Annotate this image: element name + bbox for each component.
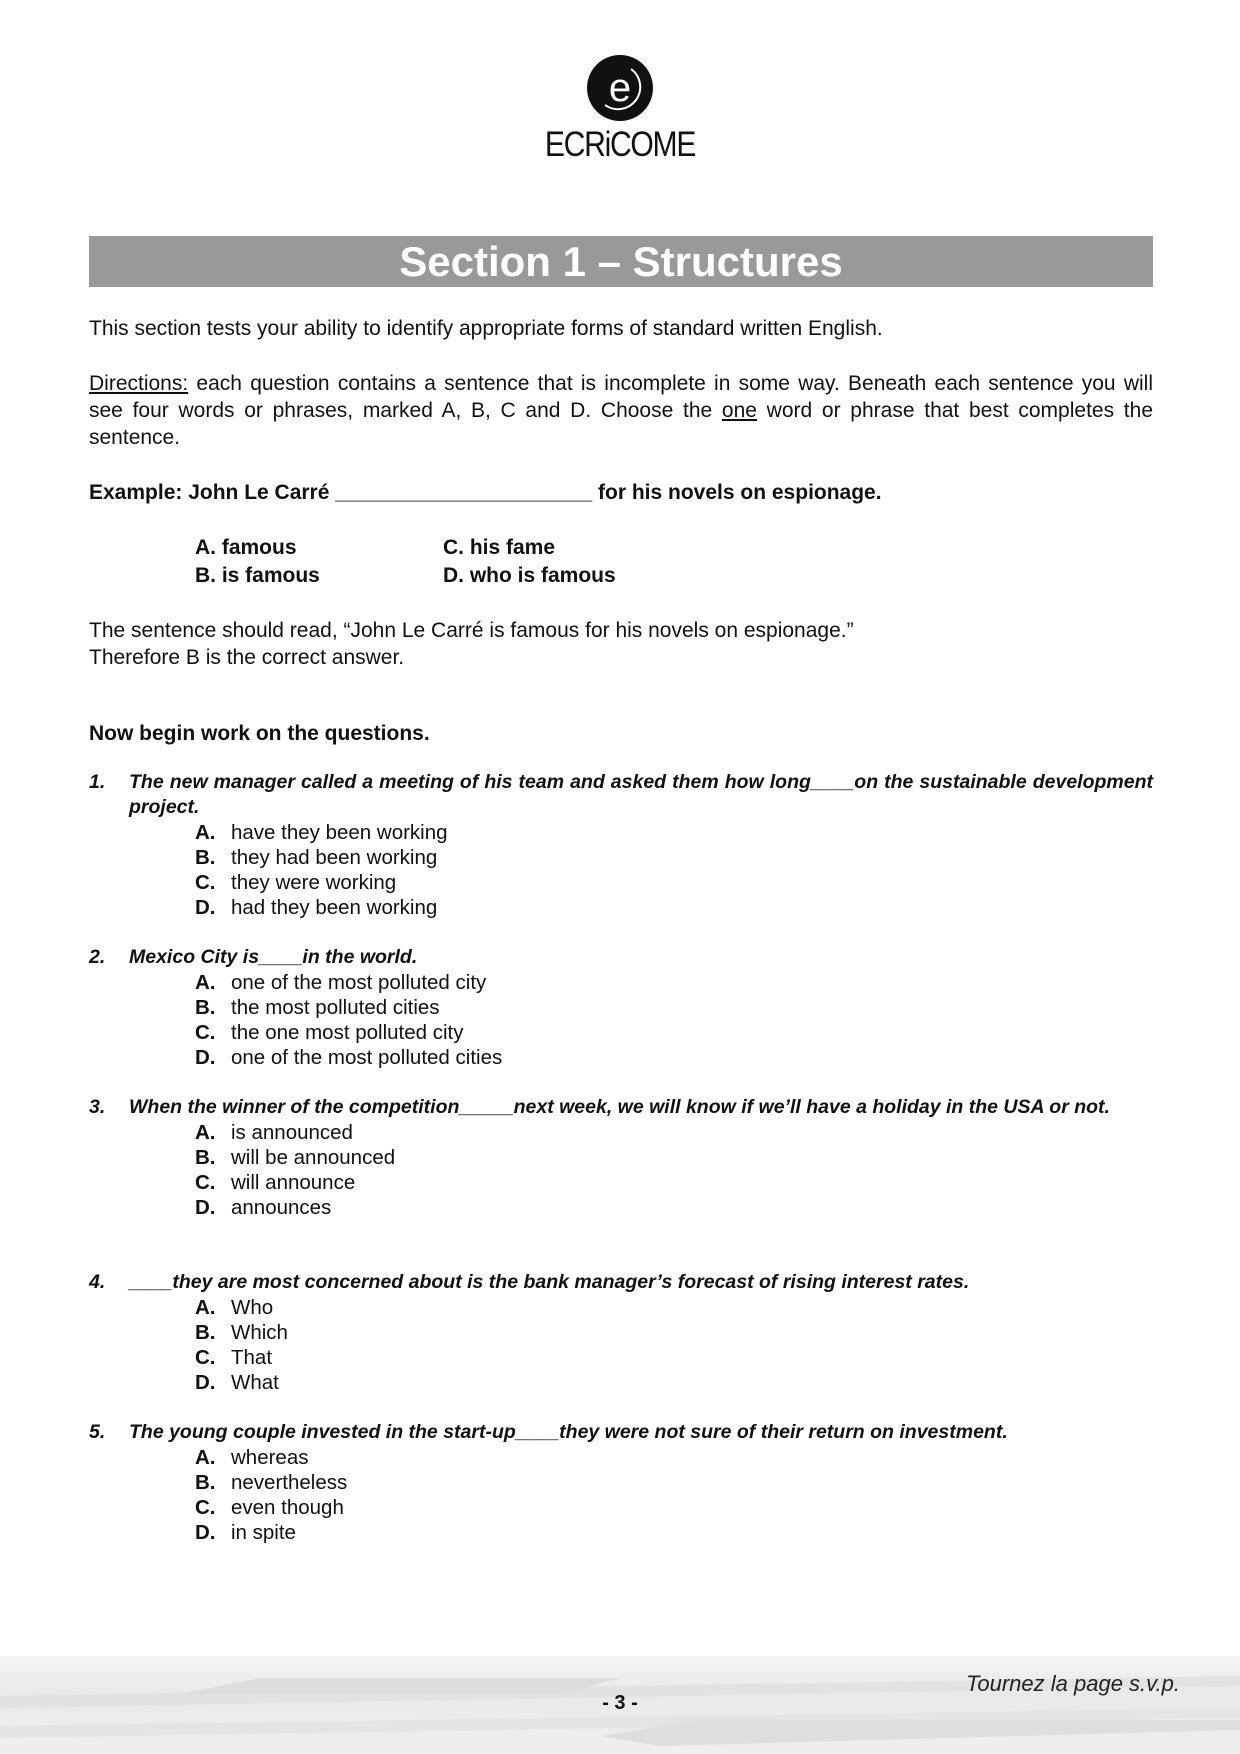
choice-item — [195, 1445, 1153, 1470]
choice-text: one of the most polluted cities — [231, 1046, 503, 1069]
directions-label: Directions: — [89, 372, 189, 395]
choice-item — [195, 1320, 1153, 1345]
choice-text: whereas — [231, 1446, 309, 1469]
choice-letter: B. — [195, 1471, 216, 1494]
choice-item — [195, 845, 1153, 870]
question-number: 2. — [89, 946, 106, 968]
choice-item — [195, 1520, 1153, 1545]
choice-letter: C. — [195, 1021, 216, 1044]
question-4 — [89, 1270, 1153, 1395]
question-choices — [195, 1295, 1153, 1395]
question-1 — [89, 770, 1153, 920]
choice-item — [195, 1345, 1153, 1370]
question-text: Mexico City is____in the world. — [129, 946, 418, 968]
question-number: 3. — [89, 1096, 106, 1118]
choice-text: one of the most polluted city — [231, 971, 487, 994]
directions-text-after: word or phrase that best completes the sentence. — [89, 399, 1154, 449]
choice-text: have they been working — [231, 821, 448, 844]
page-number: - 3 - — [602, 1692, 638, 1714]
choice-item — [195, 970, 1153, 995]
choice-text: even though — [231, 1496, 344, 1519]
ecricome-wordmark: ECRiCOME — [544, 125, 696, 164]
example-options-right — [443, 534, 616, 590]
choice-letter: A. — [195, 971, 216, 994]
example-option-c: C. his fame — [443, 536, 556, 559]
choice-letter: C. — [195, 871, 216, 894]
question-choices — [195, 970, 1153, 1070]
question-text: ____they are most concerned about is the bank manager’s forecast of rising interest rates. — [129, 1271, 970, 1293]
choice-item — [195, 870, 1153, 895]
choice-text: is announced — [231, 1121, 353, 1144]
directions-paragraph — [89, 370, 1153, 451]
choice-text: the most polluted cities — [231, 996, 440, 1019]
choice-letter: D. — [195, 1046, 216, 1069]
choice-item — [195, 820, 1153, 845]
choice-letter: A. — [195, 1121, 216, 1144]
question-number: 1. — [89, 771, 106, 793]
choice-text: nevertheless — [231, 1471, 348, 1494]
choice-item — [195, 1120, 1153, 1145]
choice-letter: B. — [195, 996, 216, 1019]
intro-text: This section tests your ability to identify appropriate forms of standard written English. — [89, 317, 883, 340]
choice-item — [195, 1495, 1153, 1520]
choice-letter: D. — [195, 1196, 216, 1219]
example-sentence: Example: John Le Carré ______________________ for his novels on espionage. — [89, 481, 882, 504]
example-option-b: B. is famous — [195, 564, 320, 587]
turn-page-note: Tournez la page s.v.p. — [965, 1671, 1180, 1696]
choice-item — [195, 1045, 1153, 1070]
choice-item — [195, 995, 1153, 1020]
choice-text: in spite — [231, 1521, 296, 1544]
directions-text-before: each question contains a sentence that is incomplete in some way. Beneath each sentence you will see four words or phrases, marked A, B, C and D. Choose the — [89, 372, 1153, 422]
choice-letter: A. — [195, 1296, 216, 1319]
choice-letter: B. — [195, 846, 216, 869]
choice-item — [195, 1470, 1153, 1495]
choice-letter: A. — [195, 1446, 216, 1469]
example-explanation-line1: The sentence should read, “John Le Carré is famous for his novels on espionage.” — [89, 619, 854, 642]
choice-text: had they been working — [231, 896, 438, 919]
choice-item — [195, 1170, 1153, 1195]
choice-letter: D. — [195, 1371, 216, 1394]
question-text: The young couple invested in the start-up____they were not sure of their return on investment. — [129, 1421, 1008, 1443]
question-2 — [89, 945, 1153, 1070]
choice-letter: C. — [195, 1171, 216, 1194]
choice-item — [195, 1145, 1153, 1170]
ecricome-logo-mark — [587, 55, 653, 121]
svg-text:e: e — [608, 66, 632, 110]
example-option-a: A. famous — [195, 536, 297, 559]
question-choices — [195, 1445, 1153, 1545]
question-text: When the winner of the competition_____next week, we will know if we’ll have a holiday in the USA or not. — [129, 1096, 1110, 1118]
choice-text: Which — [231, 1321, 288, 1344]
choice-text: will be announced — [231, 1146, 396, 1169]
choice-letter: B. — [195, 1321, 216, 1344]
choice-item — [195, 1195, 1153, 1220]
choice-item — [195, 895, 1153, 920]
question-choices — [195, 1120, 1153, 1220]
choice-item — [195, 1020, 1153, 1045]
choice-item — [195, 1370, 1153, 1395]
choice-text: they were working — [231, 871, 397, 894]
example-explanation — [89, 617, 1153, 671]
choice-text: Who — [231, 1296, 274, 1319]
choice-letter: C. — [195, 1346, 216, 1369]
question-number: 5. — [89, 1421, 106, 1443]
directions-emphasis: one — [721, 399, 757, 422]
choice-text: What — [231, 1371, 279, 1394]
choice-text: That — [231, 1346, 273, 1369]
choice-text: the one most polluted city — [231, 1021, 464, 1044]
choice-text: will announce — [231, 1171, 356, 1194]
question-number: 4. — [89, 1271, 106, 1293]
choice-letter: D. — [195, 896, 216, 919]
choice-letter: D. — [195, 1521, 216, 1544]
ecricome-logo — [0, 55, 1240, 165]
question-choices — [195, 820, 1153, 920]
question-text: The new manager called a meeting of his team and asked them how long____on the sustainable development project. — [129, 771, 1153, 818]
example-options-left — [195, 534, 320, 590]
question-3 — [89, 1095, 1153, 1220]
begin-instruction: Now begin work on the questions. — [89, 722, 430, 745]
choice-letter: C. — [195, 1496, 216, 1519]
example-option-d: D. who is famous — [443, 564, 616, 587]
example-explanation-line2: Therefore B is the correct answer. — [89, 646, 405, 669]
choice-text: they had been working — [231, 846, 438, 869]
choice-letter: B. — [195, 1146, 216, 1169]
question-5 — [89, 1420, 1153, 1545]
choice-text: announces — [231, 1196, 332, 1219]
section-title: Section 1 – Structures — [89, 236, 1153, 287]
choice-letter: A. — [195, 821, 216, 844]
choice-item — [195, 1295, 1153, 1320]
